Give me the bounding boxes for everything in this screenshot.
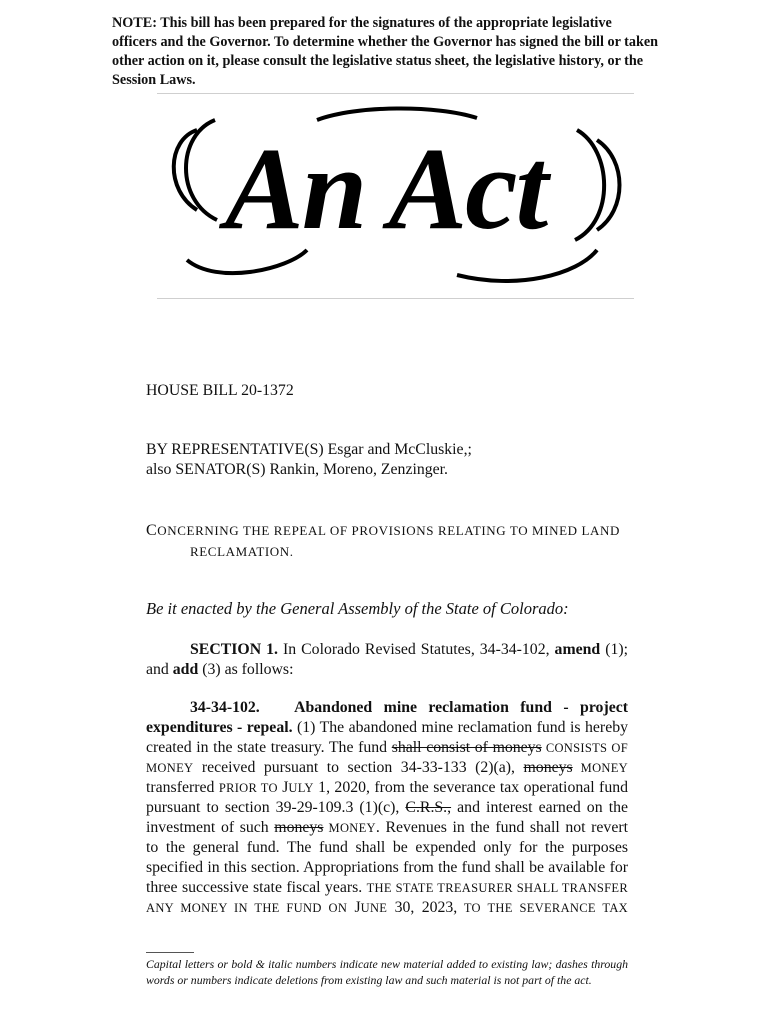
concerning-line1: ONCERNING THE REPEAL OF PROVISIONS RELATING TO MINED LAND xyxy=(157,523,621,538)
statute-title-b: expenditures - repeal. xyxy=(146,719,293,736)
new-text: THE STATE TREASURER SHALL TRANSFER xyxy=(366,881,629,895)
new-text: MONEY xyxy=(323,821,376,835)
statute-line-3: MONEY received pursuant to section 34-33-133 (2)(a), moneys MONEY xyxy=(146,759,628,776)
bill-number: HOUSE BILL 20-1372 xyxy=(146,382,294,399)
deleted-text: moneys xyxy=(274,819,324,836)
an-act-title: An Act xyxy=(225,123,547,254)
statute-line-9: three successive state fiscal years. THE STATE TREASURER SHALL TRANSFER xyxy=(146,879,629,896)
statute-text xyxy=(146,698,628,918)
deleted-text: moneys xyxy=(523,759,573,776)
statute-line-5: pursuant to section 39-29-109.3 (1)(c), C.R.S., and interest earned on the xyxy=(146,799,628,816)
an-act-seal xyxy=(157,100,634,292)
sponsors xyxy=(146,440,628,480)
bottom-divider xyxy=(157,298,634,299)
statute-line-8: specified in this section. Appropriations from the fund shall be available for xyxy=(146,859,628,876)
concerning-initial: C xyxy=(146,522,158,539)
concerning-clause xyxy=(146,520,628,562)
footnote: Capital letters or bold & italic numbers indicate new material added to existing law; dashes through words or numbers indicate deletions from existing law and such material is not part of the act. xyxy=(146,957,628,987)
statute-line-6: investment of such moneys MONEY. Revenues in the fund shall not revert xyxy=(146,819,628,836)
top-divider xyxy=(157,93,634,94)
legislative-note: NOTE: This bill has been prepared for the signatures of the appropriate legislative officers and the Governor. To determine whether the Governor has signed the bill or taken other action on it, please consult the legislative status sheet, the legislative history, or the Session Laws. xyxy=(112,15,659,88)
sponsors-representatives: BY REPRESENTATIVE(S) Esgar and McCluskie,; xyxy=(146,441,472,458)
new-text: MONEY xyxy=(146,761,194,775)
sponsors-senators: also SENATOR(S) Rankin, Moreno, Zenzinger. xyxy=(146,461,449,478)
section-label: SECTION 1. xyxy=(190,641,278,658)
new-text: PRIOR TO xyxy=(218,781,278,795)
statute-line-4: transferred PRIOR TO JULY 1, 2020, from the severance tax operational fund xyxy=(146,779,629,796)
amend-keyword: amend xyxy=(554,641,601,658)
new-text: CONSISTS OF xyxy=(541,741,628,755)
deleted-text: shall consist of moneys xyxy=(391,739,542,756)
statute-heading-line xyxy=(146,698,628,718)
new-text: TO THE SEVERANCE TAX xyxy=(457,901,628,915)
statute-title-a: Abandoned mine reclamation fund - project xyxy=(294,699,628,716)
new-text: MONEY xyxy=(572,761,628,775)
footnote-divider xyxy=(146,952,194,953)
add-keyword: add xyxy=(172,661,199,678)
concerning-line2: RECLAMATION. xyxy=(190,544,294,559)
new-text: ANY MONEY IN THE FUND ON xyxy=(146,901,348,915)
statute-number: 34-34-102. xyxy=(190,699,260,716)
enacting-clause: Be it enacted by the General Assembly of the State of Colorado: xyxy=(146,599,569,618)
an-act-ornament-icon xyxy=(157,100,634,292)
statute-line-1: expenditures - repeal. (1) The abandoned mine reclamation fund is hereby xyxy=(146,719,629,736)
deleted-text: C.R.S., xyxy=(405,799,452,816)
statute-line-2: created in the state treasury. The fund shall consist of moneys CONSISTS OF xyxy=(146,739,628,756)
statute-line-7: to the general fund. The fund shall be expended only for the purposes xyxy=(146,839,628,856)
section-1-intro: SECTION 1. In Colorado Revised Statutes, 34-34-102, amend (1); and add (3) as follows: xyxy=(146,641,628,678)
statute-line-10: ANY MONEY IN THE FUND ON JUNE 30, 2023, TO THE SEVERANCE TAX xyxy=(146,899,628,916)
